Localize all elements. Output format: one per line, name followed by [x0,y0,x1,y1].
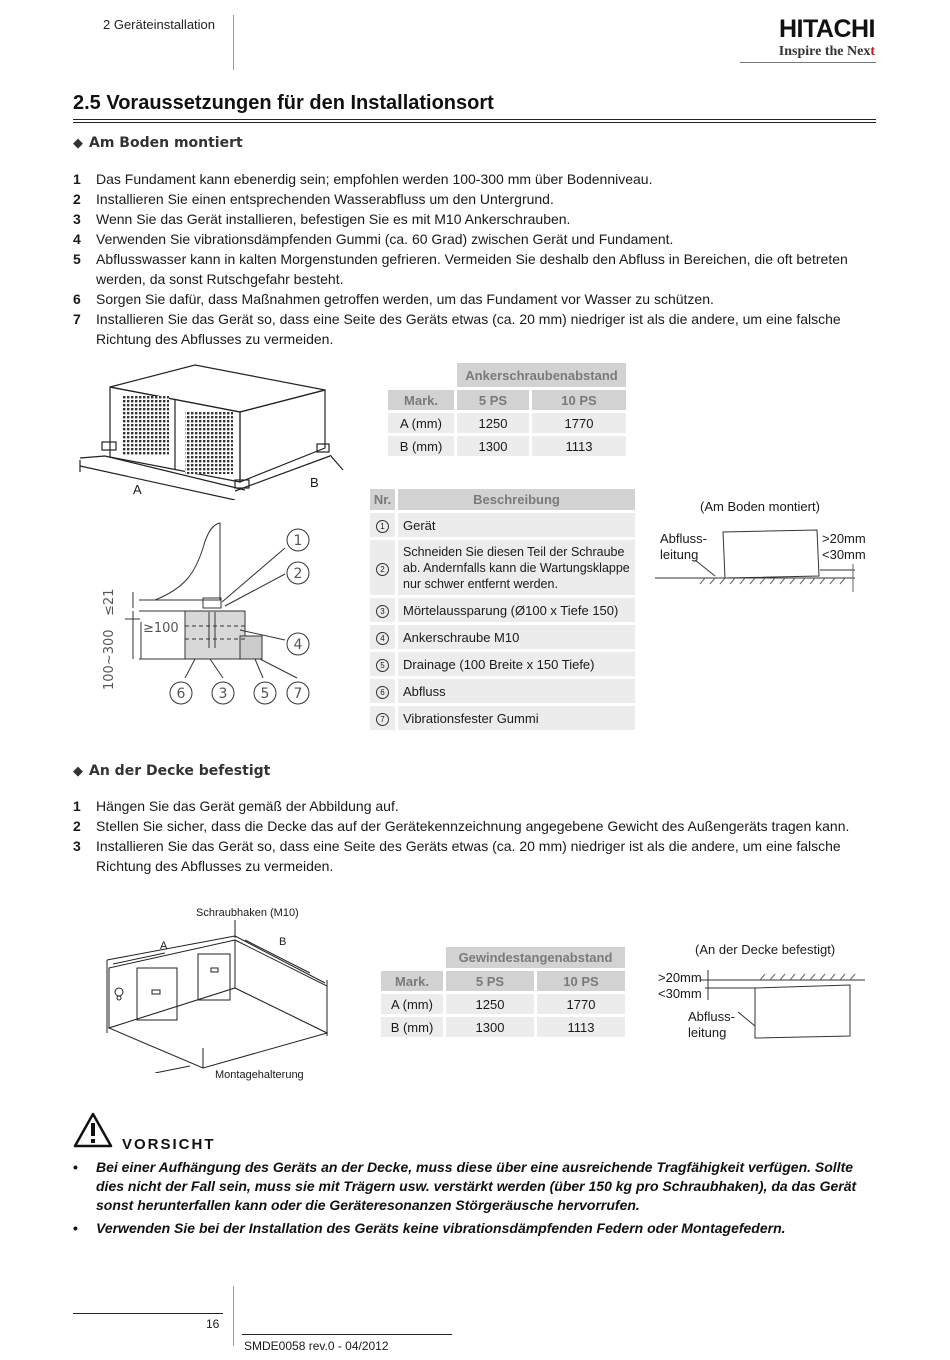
table-cell: A (mm) [388,413,454,433]
table-cell: Drainage (100 Breite x 150 Tiefe) [398,652,635,676]
callout-3: 3 [218,686,228,702]
document-id: SMDE0058 rev.0 - 04/2012 [244,1339,389,1353]
table-row [381,994,625,1014]
number-badge: 5 [376,659,389,672]
section-title: 2.5 Voraussetzungen für den Installationsort [73,92,494,114]
floor-instructions [73,169,878,349]
table-cell: 1250 [457,413,529,433]
list-item: 2 Installieren Sie einen entsprechenden Wasserabfluss um den Untergrund. [73,191,554,207]
list-item: 1 Das Fundament kann ebenerdig sein; empfohlen werden 100-300 mm über Bodenniveau. [73,171,653,187]
ceiling-slope-title: (An der Decke befestigt) [695,942,836,957]
list-item: 5 Abflusswasser kann in kalten Morgenstunden gefrieren. Vermeiden Sie deshalb den Abfluss in Bereichen, die oft betreten werden, da sonst Rutschgefahr besteht. [73,251,848,287]
ceiling-drain-label: Abfluss- leitung [688,1009,735,1040]
dim-le21: ≤21 [102,588,117,616]
number-badge: 6 [376,686,389,699]
table-header: 10 PS [537,971,625,991]
floor-slope-drawing [655,520,860,600]
subheading-ceiling: ◆ An der Decke befestigt [73,763,271,779]
subheading-floor: ◆ Am Boden montiert [73,135,243,151]
table-header: Nr. [370,489,395,510]
table-cell: B (mm) [381,1017,443,1037]
table-row [370,540,635,595]
header-divider [233,15,234,70]
callout-1: 1 [293,533,303,549]
table-cell: 1300 [446,1017,534,1037]
hook-label: Schraubhaken (M10) [196,907,299,919]
table-row [381,1017,625,1037]
dim-label-b: B [310,475,319,490]
hitachi-logo [760,16,875,60]
page-number: 16 [206,1317,220,1331]
table-header: 5 PS [457,390,529,410]
title-rule [73,119,876,120]
caution-item: • Verwenden Sie bei der Installation des Geräts keine vibrationsdämpfenden Federn oder Montagefedern. [73,1220,786,1236]
table-cell: 1770 [537,994,625,1014]
table-row [370,513,635,537]
number-badge: 2 [376,563,389,576]
table-header: 10 PS [532,390,626,410]
table-cell: 1300 [457,436,529,456]
warning-triangle-icon [73,1112,113,1148]
list-item: 1 Hängen Sie das Gerät gemäß der Abbildung auf. [73,798,399,814]
table-cell: 1250 [446,994,534,1014]
table-row [370,625,635,649]
table-row [388,436,626,456]
ceiling-dim-b: B [279,936,287,948]
floor-slope-title: (Am Boden montiert) [700,499,820,514]
ceiling-gap-label: >20mm <30mm [658,970,702,1001]
floor-drain-label: Abfluss- leitung [660,531,707,562]
logo-wordmark: HITACHI [778,15,875,43]
table-row [370,598,635,622]
ceiling-dim-a: A [160,940,168,952]
number-badge: 3 [376,605,389,618]
callout-5: 5 [260,686,270,702]
rod-spacing-table [378,944,628,1040]
table-title: Gewindestangenabstand [446,947,625,968]
table-cell: 1113 [537,1017,625,1037]
ceiling-slope-drawing [700,960,870,1040]
table-header: Mark. [381,971,443,991]
anchor-spacing-table [385,360,629,459]
callout-7: 7 [293,686,303,702]
table-row [370,679,635,703]
header-rule [740,62,876,63]
table-cell: Abfluss [398,679,635,703]
table-cell: Mörtelaussparung (Ø100 x Tiefe 150) [398,598,635,622]
list-item: 3 Wenn Sie das Gerät installieren, befestigen Sie es mit M10 Ankerschrauben. [73,211,571,227]
table-header: Beschreibung [398,489,635,510]
foundation-section-drawing [95,518,325,713]
callout-6: 6 [176,686,186,702]
table-cell: Vibrationsfester Gummi [398,706,635,730]
chapter-label: 2 Geräteinstallation [103,17,216,32]
logo-tagline: Inspire the Next [778,44,875,59]
number-badge: 1 [376,520,389,533]
table-row [370,652,635,676]
table-cell: Ankerschraube M10 [398,625,635,649]
dim-ge100: ≥100 [143,621,179,636]
bracket-label: Montagehalterung [215,1069,304,1081]
table-cell: B (mm) [388,436,454,456]
table-header: 5 PS [446,971,534,991]
table-cell: Gerät [398,513,635,537]
caution-item: • Bei einer Aufhängung des Geräts an der Decke, muss diese über eine ausreichende Tragfähigkeit verfügen. Sollte dies nicht der Fall sein, muss sie mit Trägern usw. verstärkt werden (über 150 kg pro Schraubhaken), da das Gerät sonst herunterfallen kann oder die Geräteresonanzen Störgeräusche hervorrufen. [73,1159,857,1213]
list-item: 2 Stellen Sie sicher, dass die Decke das auf der Gerätekennzeichnung angegebene Gewicht des Außengeräts tragen kann. [73,818,850,834]
table-row [370,706,635,730]
table-header: Mark. [388,390,454,410]
table-cell: Schneiden Sie diesen Teil der Schraube ab. Andernfalls kann die Wartungsklappe nur schwer entfernt werden. [398,540,635,595]
number-badge: 4 [376,632,389,645]
dim-label-a: A [133,482,142,497]
dim-100-300: 100~300 [102,629,117,690]
list-item: 4 Verwenden Sie vibrationsdämpfenden Gummi (ca. 60 Grad) zwischen Gerät und Fundament. [73,231,674,247]
list-item: 3 Installieren Sie das Gerät so, dass eine Seite des Geräts etwas (ca. 20 mm) niedriger ist als die andere, um eine falsche Richtung des Abflusses zu vermeiden. [73,838,841,874]
ceiling-unit-drawing [95,918,345,1073]
table-cell: 1770 [532,413,626,433]
number-badge: 7 [376,713,389,726]
diamond-bullet-icon: ◆ [73,136,83,151]
table-cell: 1113 [532,436,626,456]
callout-4: 4 [293,637,303,653]
title-rule [73,122,876,123]
diamond-bullet-icon: ◆ [73,764,83,779]
table-title: Ankerschraubenabstand [457,363,626,387]
footer-divider [233,1286,234,1346]
footer-rule [73,1313,223,1314]
table-cell: A (mm) [381,994,443,1014]
footer-rule [242,1334,452,1335]
list-item: 6 Sorgen Sie dafür, dass Maßnahmen getroffen werden, um das Fundament vor Wasser zu schützen. [73,291,714,307]
table-row [388,413,626,433]
list-item: 7 Installieren Sie das Gerät so, dass eine Seite des Geräts etwas (ca. 20 mm) niedriger ist als die andere, um eine falsche Richtung des Abflusses zu vermeiden. [73,311,841,347]
caution-title: VORSICHT [122,1136,216,1153]
caution-list [73,1158,878,1240]
description-table [367,486,638,733]
callout-2: 2 [293,566,303,582]
ceiling-instructions [73,796,878,876]
floor-gap-label: >20mm <30mm [822,531,866,562]
